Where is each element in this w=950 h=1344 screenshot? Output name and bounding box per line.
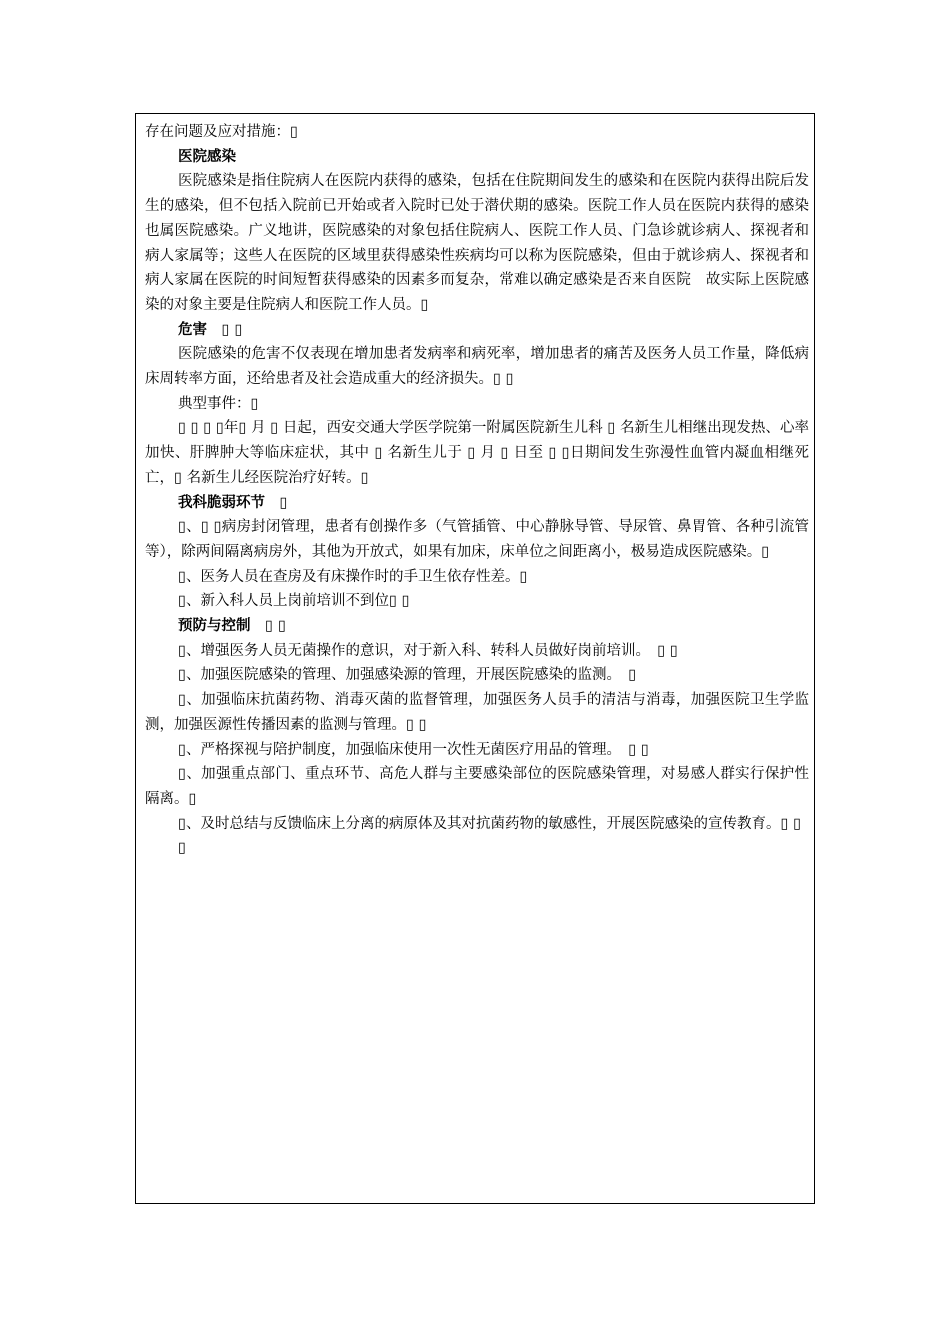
- heading-prevention: 预防与控制 ▯ ▯: [178, 618, 287, 635]
- prevention-item-6: ▯、及时总结与反馈临床上分离的病原体及其对抗菌药物的敏感性，开展医院感染的宣传教育。▯ ▯: [178, 815, 802, 832]
- heading-hazards: 危害 ▯ ▯: [178, 321, 243, 338]
- event-label: 典型事件：▯: [178, 395, 259, 412]
- prevention-item-1: ▯、增强医务人员无菌操作的意识，对于新入科、转科人员做好岗前培训。 ▯ ▯: [178, 642, 678, 659]
- prevention-item-5: ▯、加强重点部门、重点环节、高危人群与主要感染部位的医院感染管理，对易感人群实行保护性隔离。▯: [145, 766, 809, 807]
- heading-hospital-infection: 医院感染: [178, 148, 236, 165]
- weak-link-item-2: ▯、医务人员在查房及有床操作时的手卫生依存性差。▯: [178, 568, 528, 585]
- intro-line: 存在问题及应对措施：▯: [145, 124, 298, 140]
- paragraph-hazards: 医院感染的危害不仅表现在增加患者发病率和病死率，增加患者的痛苦及医务人员工作量，降低病床周转率方面，还给患者及社会造成重大的经济损失。▯ ▯: [145, 346, 809, 388]
- paragraph-typical-event: ▯ ▯ ▯ ▯年▯ 月 ▯ 日起，西安交通大学医学院第一附属医院新生儿科 ▯ 名新生儿相继出现发热、心率加快、肝脾肿大等临床症状，其中 ▯ 名新生儿于 ▯ 月 ▯ 日至 ▯ ▯日期间发生弥漫性血管内凝血相继死亡，▯ 名新生儿经医院治疗好转。▯: [145, 420, 809, 486]
- document-frame: [135, 113, 815, 1204]
- weak-link-item-1: ▯、▯ ▯病房封闭管理，患者有创操作多（气管插管、中心静脉导管、导尿管、鼻胃管、各种引流管等），除两间隔离病房外，其他为开放式，如果有加床，床单位之间距离小，极易造成医院感染。▯: [145, 519, 809, 560]
- trailing-mark: ▯: [178, 840, 186, 857]
- document-content: [145, 120, 809, 861]
- prevention-item-4: ▯、严格探视与陪护制度，加强临床使用一次性无菌医疗用品的管理。 ▯ ▯: [178, 741, 649, 758]
- paragraph-hospital-infection: 医院感染是指住院病人在医院内获得的感染，包括在住院期间发生的感染和在医院内获得出院后发生的感染，但不包括入院前已开始或者入院时已处于潜伏期的感染。医院工作人员在医院内获得的感染也属医院感染。广义地讲，医院感染的对象包括住院病人、医院工作人员、门急诊就诊病人、探视者和病人家属等；这些人在医院的区域里获得感染性疾病均可以称为医院感染，但由于就诊病人、探视者和病人家属在医院的时间短暂获得感染的因素多而复杂，常难以确定感染是否来自医院 故实际上医院感染的对象主要是住院病人和医院工作人员。▯: [145, 173, 809, 313]
- heading-weak-links: 我科脆弱环节 ▯: [178, 494, 288, 511]
- weak-link-item-3: ▯、新入科人员上岗前培训不到位▯ ▯: [178, 593, 410, 610]
- prevention-item-3: ▯、加强临床抗菌药物、消毒灭菌的监督管理，加强医务人员手的清洁与消毒，加强医院卫生学监测，加强医源性传播因素的监测与管理。▯ ▯: [145, 692, 809, 733]
- prevention-item-2: ▯、加强医院感染的管理、加强感染源的管理，开展医院感染的监测。 ▯: [178, 667, 637, 684]
